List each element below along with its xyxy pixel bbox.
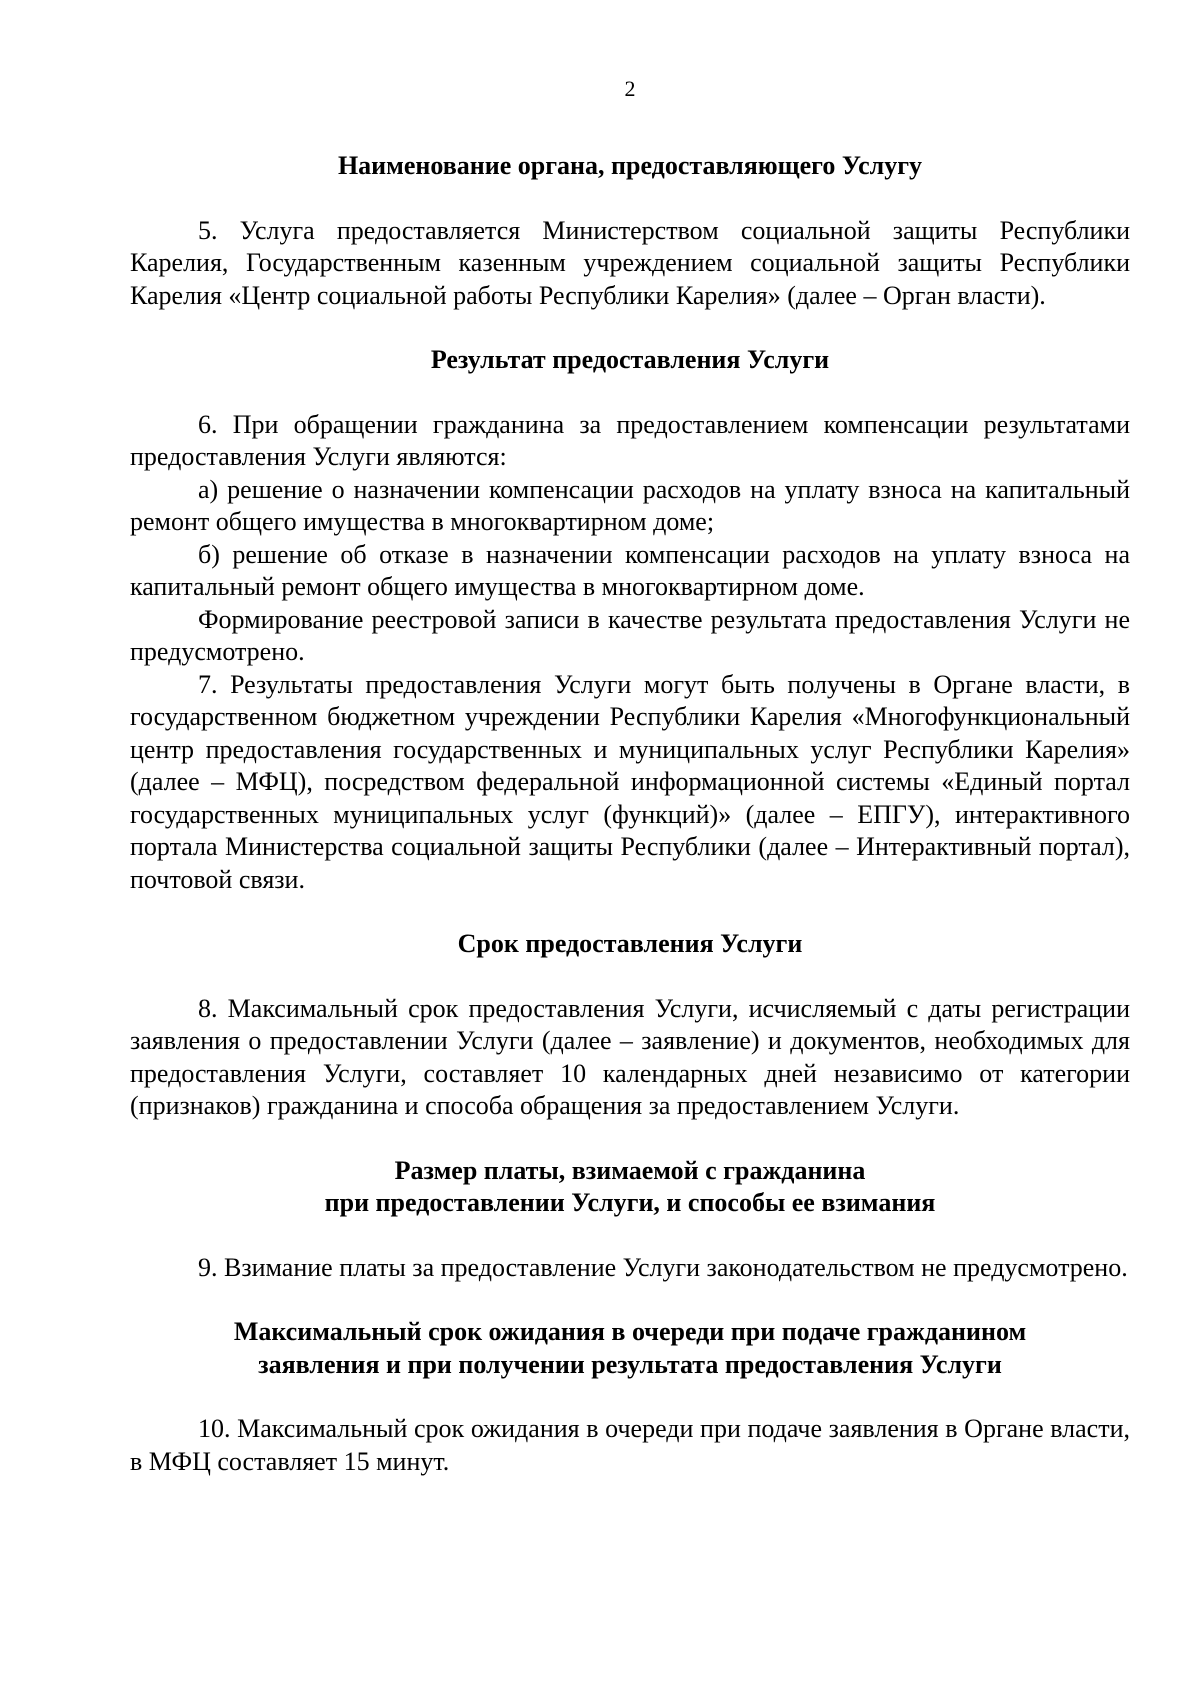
paragraph-10: 10. Максимальный срок ожидания в очереди при подаче заявления в Органе власти, в МФЦ составляет 15 минут. [130, 1414, 1130, 1476]
paragraph-6a: а) решение о назначении компенсации расходов на уплату взноса на капитальный ремонт общего имущества в многоквартирном доме; [130, 474, 1130, 536]
heading-line: Размер платы, взимаемой с гражданина [394, 1155, 866, 1185]
heading-line: при предоставлении Услуги, и способы ее взимания [324, 1188, 936, 1217]
heading-line: Максимальный срок ожидания в очереди при подаче гражданином [233, 1317, 1027, 1346]
document-body [130, 150, 1130, 1478]
paragraph-6b: б) решение об отказе в назначении компенсации расходов на уплату взноса на капитальный ремонт общего имущества в многоквартирном доме. [130, 539, 1130, 601]
paragraph-9: 9. Взимание платы за предоставление Услуги законодательством не предусмотрено. [198, 1252, 1128, 1282]
paragraph-8: 8. Максимальный срок предоставления Услуги, исчисляемый с даты регистрации заявления о предоставлении Услуги (далее – заявление) и документов, необходимых для предоставления Услуги, составляет 10 календарных дней независимо от категории (признаков) гражданина и способа обращения за предоставлением Услуги. [130, 993, 1130, 1120]
section-heading-queue [130, 1316, 1130, 1381]
page-number: 2 [624, 76, 636, 101]
paragraph-7: 7. Результаты предоставления Услуги могут быть получены в Органе власти, в государственном бюджетном учреждении Республики Карелия «Многофункциональный центр предоставления государственных и муниципальных услуг Республики Карелия» (далее – МФЦ), посредством федеральной информационной системы «Единый портал государственных муниципальных услуг (функций)» (далее – ЕПГУ), интерактивного портала Министерства социальной защиты Республики (далее – Интерактивный портал), почтовой связи. [130, 669, 1130, 894]
paragraph-registry-note: Формирование реестровой записи в качестве результата предоставления Услуги не предусмотрено. [130, 604, 1130, 666]
paragraph-6: 6. При обращении гражданина за предоставлением компенсации результатами предоставления Услуги являются: [130, 409, 1130, 471]
section-heading-result: Результат предоставления Услуги [430, 345, 830, 374]
section-heading-authority: Наименование органа, предоставляющего Услугу [337, 151, 923, 180]
section-heading-fee [130, 1155, 1130, 1220]
paragraph-5: 5. Услуга предоставляется Министерством социальной защиты Республики Карелия, Государственным казенным учреждением социальной защиты Республики Карелия «Центр социальной работы Республики Карелия» (далее – Орган власти). [130, 215, 1130, 310]
heading-line: заявления и при получении результата предоставления Услуги [258, 1349, 1002, 1379]
section-heading-term: Срок предоставления Услуги [457, 929, 803, 958]
